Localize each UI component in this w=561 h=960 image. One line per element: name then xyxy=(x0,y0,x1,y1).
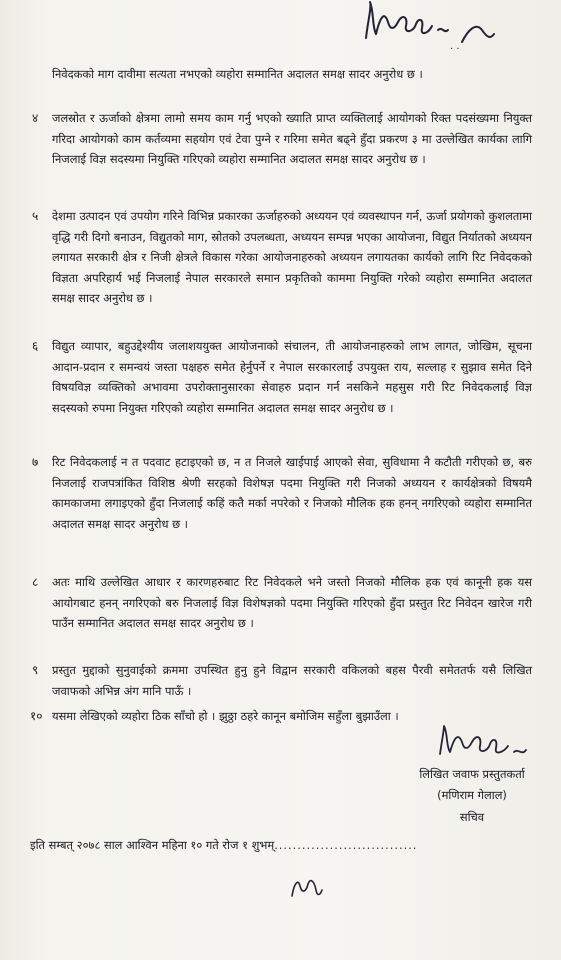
paragraph-text: अतः माथि उल्लेखित आधार र कारणहरुबाट रिट निवेदकले भने जस्तो निजको मौलिक हक एवं कानूनी हक यस आयोगबाट हनन् नगरिएको बरु निजलाई विज्ञ विशेषज्ञको पदमा नियुक्ति गरिएको हुँदा प्रस्तुत रिट निवेदन खारेज गरी पाउँन सम्मानित अदालत समक्ष सादर अनुरोध छ । xyxy=(52,575,532,631)
date-line xyxy=(30,838,550,853)
paragraph-number: ६ xyxy=(32,339,39,353)
dotted-fill: ............................... xyxy=(274,838,418,852)
bottom-initial-scribble xyxy=(288,872,324,902)
paragraph-text: विद्युत व्यापार, बहुउद्देश्यीय जलाशययुक्त आयोजनाको संचालन, ती आयोजनाहरुको लाभ लागत, जोखिम, सूचना आदान-प्रदान र समन्वयं जस्ता पक्षहरु समेत हेर्नुपर्ने र नेपाल सरकारलाई उपयुक्त राय, सल्लाह र सुझाव समेत दिने विषयविज्ञ व्यक्तिको अभावमा उपरोक्तानुसारका सेवाहरु प्रदान गर्न नसकिने महसुस गरी रिट निवेदकलाई विज्ञ सदस्यको रुपमा नियुक्त गरिएको व्यहोरा सम्मानित अदालत समक्ष सादर अनुरोध छ । xyxy=(52,339,532,415)
intro-paragraph xyxy=(52,64,532,85)
signature-name: (मणिराम गेलाल) xyxy=(437,788,507,802)
paragraph-text: यसमा लेखिएको व्यहोरा ठिक साँचो हो । झुठ्ठा ठहरे कानून बमोजिम सहुँला बुझाउँला । xyxy=(52,709,399,723)
paragraph-5 xyxy=(32,206,532,309)
intro-text: निवेदकको माग दावीमा सत्यता नभएको व्यहोरा सम्मानित अदालत समक्ष सादर अनुरोध छ । xyxy=(52,67,423,81)
signature-designation: सचिव xyxy=(459,810,485,824)
paragraph-8 xyxy=(32,572,532,634)
bottom-signature-scribble xyxy=(434,722,534,762)
paragraph-number: ९ xyxy=(32,663,39,677)
paragraph-number: ७ xyxy=(32,455,39,469)
paragraph-number: ४ xyxy=(32,111,39,125)
paragraph-7 xyxy=(32,452,532,534)
paragraph-9 xyxy=(32,660,532,701)
top-signature-scribble xyxy=(358,0,508,52)
paragraph-number: १० xyxy=(30,709,43,723)
svg-text:· ·: · · xyxy=(450,44,460,52)
date-text: इति सम्बत् २०७८ साल आश्विन महिना १० गते रोज १ शुभम् xyxy=(30,838,275,852)
paragraph-4 xyxy=(32,108,532,170)
paragraph-text: जलस्रोत र ऊर्जाको क्षेत्रमा लामो समय काम गर्नु भएको ख्याति प्राप्त व्यक्तिलाई आयोगको रिक्त पदसंख्यमा नियुक्त गरिदा आयोगको काम कर्तव्यमा सहयोग एवं टेवा पुग्ने र गरिमा समेत बढ्ने हुँदा प्रकरण ३ मा उल्लेखित कार्यका लागि निजलाई विज्ञ सदस्यमा नियुक्ति गरिएको व्यहोरा सम्मानित अदालत समक्ष सादर अनुरोध छ । xyxy=(52,111,532,167)
paragraph-number: ५ xyxy=(32,209,39,223)
signature-title: लिखित जवाफ प्रस्तुतकर्ता xyxy=(419,767,525,781)
paragraph-text: प्रस्तुत मुद्दाको सुनुवाईको क्रममा उपस्थित हुनु हुने विद्वान सरकारी वकिलको बहस पैरवी समेततर्फ यसै लिखित जवाफको अभिन्न अंग मानि पाऊँ । xyxy=(52,663,532,698)
paragraph-text: रिट निवेदकलाई न त पदवाट हटाइएको छ, न त निजले खाईपाई आएको सेवा, सुविधामा नै कटौती गरीएको छ, बरु निजलाई राजपत्रांकित विशिष्ठ श्रेणी सरहको विशेषज्ञ पदमा नियुक्ति गरी निजको अध्ययन र कार्यक्षेत्रको विषयमै कामकाजमा लगाइएको हुँदा निजलाई कहिं कतै मर्का नपरेको र निजको मौलिक हक हनन् नगरिएको व्यहोरा सम्मानित अदालत समक्ष सादर अनुरोध छ । xyxy=(52,455,532,531)
paragraph-text: देशमा उत्पादन एवं उपयोग गरिने विभिन्न प्रकारका ऊर्जाहरुको अध्ययन एवं व्यवस्थापन गर्न, ऊर्जा प्रयोगको कुशलतामा वृद्धि गरी दिगो बनाउन, विद्युतको माग, स्रोतको उपलब्धता, अध्ययन सम्पन्न भएका आयोजना, विद्युत निर्यातको अध्ययन लगायत सरकारी क्षेत्र र निजी क्षेत्रले विकास गरेका आयोजनाहरुको अध्ययन लगायतका कार्यको लागि रिट निवेदकको विज्ञता अपरिहार्य भई निजलाई नेपाल सरकारले समान प्रकृतिको काममा नियुक्ति गरेको व्यहोरा सम्मानित अदालत समक्ष सादर अनुरोध छ । xyxy=(52,209,532,306)
paragraph-6 xyxy=(32,336,532,418)
paragraph-number: ८ xyxy=(32,575,39,589)
signature-block xyxy=(402,764,542,828)
